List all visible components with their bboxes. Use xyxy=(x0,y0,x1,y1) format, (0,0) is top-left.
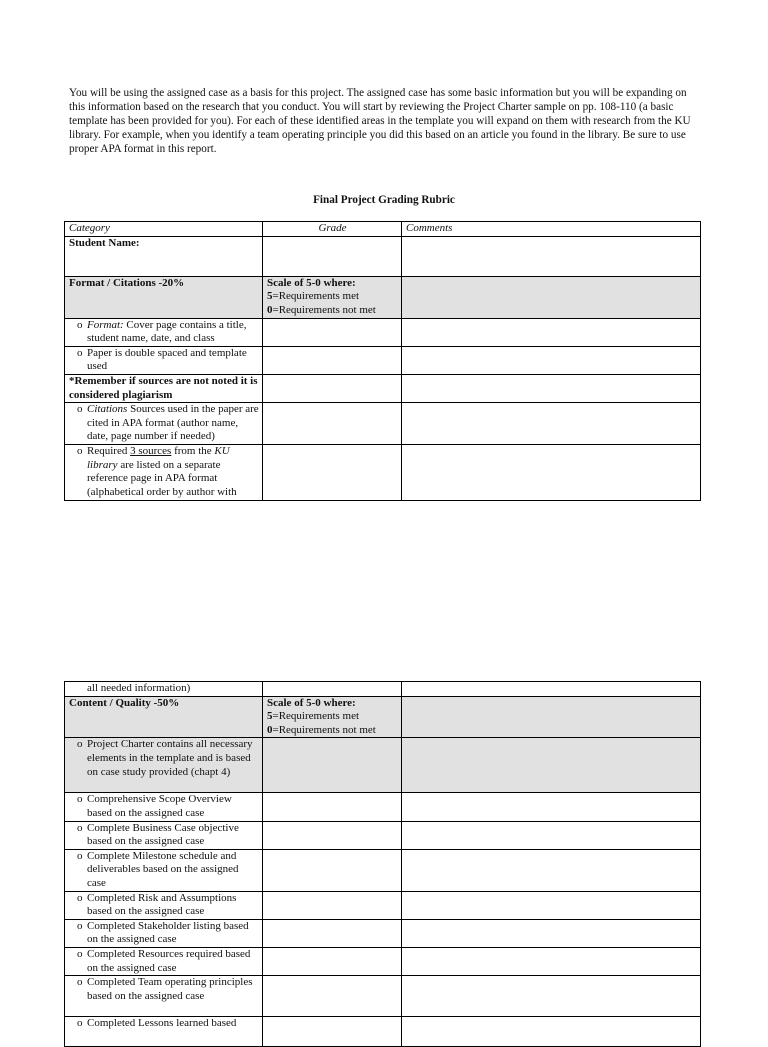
comments-cell[interactable] xyxy=(402,236,701,276)
rubric-table-part-2 xyxy=(64,681,701,1047)
grade-cell[interactable] xyxy=(263,947,402,975)
grade-cell[interactable] xyxy=(263,919,402,947)
intro-paragraph: You will be using the assigned case as a basis for this project. The assigned case has some basic information but you will be expanding on this information based on the research that you conduct. You will start by reviewing the Project Charter sample on pp. 108-110 (a basic template has been provided for you). For each of these identified areas in the template you will expand on them with research from the KU library. For example, when you identify a team operating principle you did this based on an article you found in the library. Be sure to use proper APA format in this report. xyxy=(69,87,691,155)
grade-cell[interactable] xyxy=(263,403,402,445)
grade-cell[interactable] xyxy=(263,849,402,891)
table-row xyxy=(65,947,701,975)
item-citations-text: Sources used in the paper are cited in APA format (author name, date, page number if needed) xyxy=(87,403,259,443)
table-row xyxy=(65,682,701,697)
grade-cell[interactable] xyxy=(263,891,402,919)
bullet: o xyxy=(77,849,83,862)
item-double-spaced: Paper is double spaced and template used xyxy=(87,346,247,373)
comments-cell[interactable] xyxy=(402,919,701,947)
list-item xyxy=(69,403,259,444)
table-row xyxy=(65,793,701,821)
bullet: o xyxy=(77,821,83,834)
comments-cell[interactable] xyxy=(402,891,701,919)
comments-cell[interactable] xyxy=(402,318,701,346)
scale-0-number: 0 xyxy=(267,723,273,736)
table-row xyxy=(65,276,701,318)
table-row xyxy=(65,821,701,849)
grade-cell[interactable] xyxy=(263,682,402,697)
content-item: Project Charter contains all necessary elements in the template and is based on case study provided (chapt 4) xyxy=(87,738,253,778)
table-row xyxy=(65,444,701,500)
grade-cell[interactable] xyxy=(263,374,402,402)
bullet: o xyxy=(77,919,83,932)
comments-cell[interactable] xyxy=(402,276,701,318)
comments-cell[interactable] xyxy=(402,821,701,849)
list-item xyxy=(69,738,259,779)
item-citations-em: Citations xyxy=(87,403,128,416)
comments-cell[interactable] xyxy=(402,1017,701,1047)
bullet: o xyxy=(77,1017,83,1030)
grade-cell[interactable] xyxy=(263,318,402,346)
list-item xyxy=(69,793,259,820)
table-row xyxy=(65,236,701,276)
list-item xyxy=(69,822,259,849)
grade-cell[interactable] xyxy=(263,738,402,793)
grade-cell[interactable] xyxy=(263,444,402,500)
comments-cell[interactable] xyxy=(402,849,701,891)
comments-cell[interactable] xyxy=(402,403,701,445)
content-item: Completed Resources required based on the assigned case xyxy=(87,947,251,974)
grade-cell[interactable] xyxy=(263,793,402,821)
bullet: o xyxy=(77,403,83,416)
rubric-title: Final Project Grading Rubric xyxy=(313,194,455,206)
header-category: Category xyxy=(65,222,263,237)
format-scale-cell xyxy=(263,276,402,318)
item-format-text: Cover page contains a title, student name, date, and class xyxy=(87,318,247,345)
comments-cell[interactable] xyxy=(402,444,701,500)
bullet: o xyxy=(77,444,83,457)
list-item xyxy=(69,948,259,975)
list-item xyxy=(69,445,259,500)
student-name-label: Student Name: xyxy=(65,236,263,276)
content-item: Complete Business Case objective based on the assigned case xyxy=(87,821,239,848)
list-item xyxy=(69,976,259,1003)
table-row xyxy=(65,738,701,793)
item-sources-c: are listed on a separate reference page in APA format (alphabetical order by author with xyxy=(87,458,237,498)
table-row xyxy=(65,403,701,445)
scale-0-text: =Requirements not met xyxy=(272,303,376,316)
rubric-table-part-1 xyxy=(64,221,701,501)
table-row xyxy=(65,696,701,738)
content-item: Completed Risk and Assumptions based on the assigned case xyxy=(87,891,237,918)
table-header-row xyxy=(65,222,701,237)
scale-0-text: =Requirements not met xyxy=(272,723,376,736)
scale-5-number: 5 xyxy=(267,710,273,723)
table-row xyxy=(65,318,701,346)
list-item xyxy=(69,850,259,891)
grade-cell[interactable] xyxy=(263,821,402,849)
comments-cell[interactable] xyxy=(402,976,701,1017)
content-section-label: Content / Quality -50% xyxy=(65,696,263,738)
grade-cell[interactable] xyxy=(263,976,402,1017)
header-comments: Comments xyxy=(402,222,701,237)
header-grade: Grade xyxy=(263,222,402,237)
grade-cell[interactable] xyxy=(263,1017,402,1047)
bullet: o xyxy=(77,738,83,751)
scale-5-number: 5 xyxy=(267,290,273,303)
grade-cell[interactable] xyxy=(263,236,402,276)
plagiarism-note: *Remember if sources are not noted it is considered plagiarism xyxy=(65,374,263,402)
content-item: Complete Milestone schedule and deliverables based on the assigned case xyxy=(87,849,239,889)
comments-cell[interactable] xyxy=(402,738,701,793)
item-sources-em: KU library xyxy=(87,444,230,471)
bullet: o xyxy=(77,976,83,989)
bullet: o xyxy=(77,891,83,904)
scale-5-text: =Requirements met xyxy=(272,710,360,723)
comments-cell[interactable] xyxy=(402,346,701,374)
content-scale-cell xyxy=(263,696,402,738)
comments-cell[interactable] xyxy=(402,374,701,402)
list-item xyxy=(69,347,259,374)
table-row xyxy=(65,346,701,374)
content-item: Completed Team operating principles based on the assigned case xyxy=(87,976,253,1002)
comments-cell[interactable] xyxy=(402,947,701,975)
comments-cell[interactable] xyxy=(402,682,701,697)
comments-cell[interactable] xyxy=(402,696,701,738)
scale-title: Scale of 5-0 where: xyxy=(267,696,356,709)
list-item xyxy=(69,319,259,346)
content-item: Completed Stakeholder listing based on the assigned case xyxy=(87,919,249,946)
table-row xyxy=(65,1017,701,1047)
item-sources-a: Required xyxy=(87,444,131,457)
content-item: Completed Lessons learned based xyxy=(87,1017,237,1030)
scale-title: Scale of 5-0 where: xyxy=(267,276,356,289)
content-item: Comprehensive Scope Overview based on the assigned case xyxy=(87,793,232,819)
format-section-label: Format / Citations -20% xyxy=(65,276,263,318)
table-row xyxy=(65,919,701,947)
table-row xyxy=(65,849,701,891)
bullet: o xyxy=(77,947,83,960)
item-format-em: Format: xyxy=(87,318,124,331)
table-row xyxy=(65,891,701,919)
scale-5-text: =Requirements met xyxy=(272,290,360,303)
grade-cell[interactable] xyxy=(263,346,402,374)
item-sources-underlined: 3 sources xyxy=(130,444,172,457)
list-item xyxy=(69,892,259,919)
table-row xyxy=(65,976,701,1017)
bullet: o xyxy=(77,793,83,806)
bullet: o xyxy=(77,318,83,331)
bullet: o xyxy=(77,346,83,359)
comments-cell[interactable] xyxy=(402,793,701,821)
table-row xyxy=(65,374,701,402)
list-item xyxy=(69,920,259,947)
item-sources-continued: all needed information) xyxy=(87,682,191,694)
item-sources-b: from the xyxy=(171,444,215,457)
scale-0-number: 0 xyxy=(267,303,273,316)
